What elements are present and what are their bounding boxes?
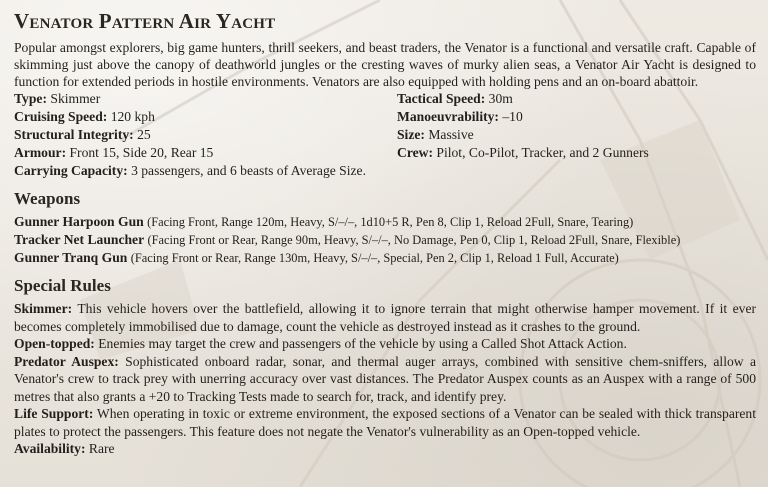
special-rules-list	[14, 300, 756, 458]
weapon-entry	[14, 231, 756, 249]
special-rules-heading: Special Rules	[14, 276, 111, 295]
stat-size: Size: Massive	[397, 127, 474, 142]
stat-crew: Crew: Pilot, Co-Pilot, Tracker, and 2 Gunners	[397, 145, 649, 160]
rule-open-topped: Open-topped: Enemies may target the crew and passengers of the vehicle by using a Called Shot Attack Action.	[14, 336, 627, 351]
rule-availability: Availability: Rare	[14, 441, 115, 456]
stat-armour: Armour: Front 15, Side 20, Rear 15	[14, 145, 214, 160]
weapon-entry	[14, 249, 756, 267]
weapon-name: Gunner Tranq Gun	[14, 250, 128, 265]
intro-paragraph: Popular amongst explorers, big game hunters, thrill seekers, and beast traders, the Venator is a functional and versatile craft. Capable of skimming just above the canopy of deathworld jungles or the cresting waves of murky alien seas, a Venator Air Yacht is designed to function for extended periods in hostile environments. Venators are also equipped with holding pens and an on-board abattoir.	[14, 40, 756, 89]
stat-block	[14, 90, 756, 180]
stat-carrying-capacity: Carrying Capacity: 3 passengers, and 6 beasts of Average Size.	[14, 163, 366, 178]
content-area	[14, 7, 756, 458]
weapon-profile: (Facing Front, Range 120m, Heavy, S/–/–, 1d10+5 R, Pen 8, Clip 1, Reload 2Full, Snare, Tearing)	[147, 215, 634, 229]
stat-type: Type: Skimmer	[14, 91, 101, 106]
weapon-profile: (Facing Front or Rear, Range 90m, Heavy, S/–/–, No Damage, Pen 0, Clip 1, Reload 2Full, Snare, Flexible)	[147, 233, 681, 247]
rule-life-support: Life Support: When operating in toxic or extreme environment, the exposed sections of a Venator can be sealed with thick transparent plates to protect the passengers. This feature does not negate the Venator's vulnerability as an Open-topped vehicle.	[14, 406, 756, 439]
stat-tactical-speed: Tactical Speed: 30m	[397, 91, 513, 106]
stat-manoeuvrability: Manoeuvrability: –10	[397, 109, 523, 124]
rule-predator-auspex: Predator Auspex: Sophisticated onboard radar, sonar, and thermal auger arrays, combined with sensitive chem-sniffers, allow a Venator's crew to track prey with unerring accuracy over vast distances. The Predator Auspex counts as an Auspex with a range of 500 metres that also grants a +20 to Tracking Tests made to search for, track, and identify prey.	[14, 353, 756, 404]
page-title: Venator Pattern Air Yacht	[14, 9, 276, 33]
rule-skimmer: Skimmer: This vehicle hovers over the battlefield, allowing it to ignore terrain that might otherwise hamper movement. If it ever becomes completely immobilised due to damage, count the vehicle as destroyed instead as it crashes to the ground.	[14, 301, 757, 334]
weapon-name: Tracker Net Launcher	[14, 232, 145, 247]
stat-structural-integrity: Structural Integrity: 25	[14, 127, 151, 142]
weapon-entry	[14, 213, 756, 231]
weapons-list	[14, 213, 756, 267]
weapon-name: Gunner Harpoon Gun	[14, 214, 144, 229]
stat-cruising-speed: Cruising Speed: 120 kph	[14, 109, 155, 124]
weapon-profile: (Facing Front or Rear, Range 130m, Heavy, S/–/–, Special, Pen 2, Clip 1, Reload 1 Full, Accurate)	[130, 251, 619, 265]
weapons-heading: Weapons	[14, 189, 81, 208]
